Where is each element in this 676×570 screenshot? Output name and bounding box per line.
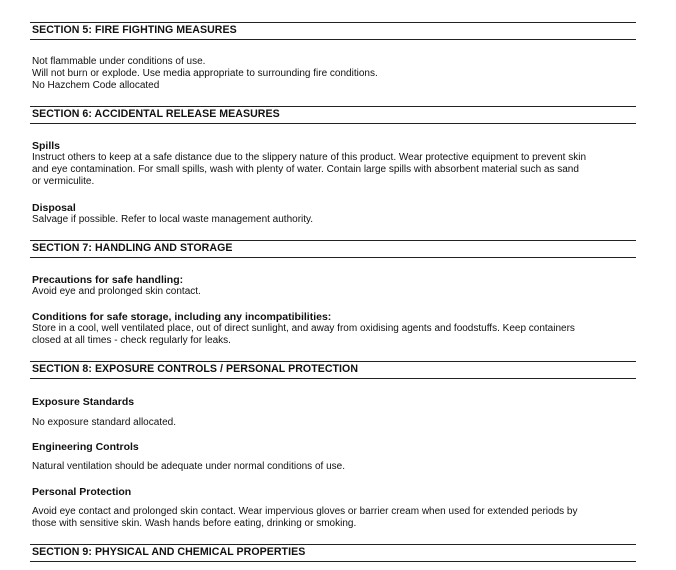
disposal-line: Salvage if possible. Refer to local waste management authority. bbox=[32, 214, 314, 225]
personal-protection-line: those with sensitive skin. Wash hands before eating, drinking or smoking. bbox=[32, 518, 357, 529]
storage-heading: Conditions for safe storage, including any incompatibilities: bbox=[32, 311, 332, 323]
section-5-line: Will not burn or explode. Use media appropriate to surrounding fire conditions. bbox=[32, 68, 378, 79]
personal-protection-heading: Personal Protection bbox=[32, 486, 132, 498]
section-5-header bbox=[30, 22, 636, 40]
disposal-heading: Disposal bbox=[32, 202, 76, 214]
exposure-standards-heading: Exposure Standards bbox=[32, 396, 135, 408]
section-8-title: SECTION 8: EXPOSURE CONTROLS / PERSONAL PROTECTION bbox=[32, 363, 359, 375]
section-6-title: SECTION 6: ACCIDENTAL RELEASE MEASURES bbox=[32, 108, 280, 120]
spills-line: or vermiculite. bbox=[32, 176, 95, 187]
personal-protection-line: Avoid eye contact and prolonged skin contact. Wear impervious gloves or barrier cream when used for extended periods by bbox=[32, 506, 578, 517]
section-8-header bbox=[30, 361, 636, 379]
section-5-line: No Hazchem Code allocated bbox=[32, 80, 160, 91]
exposure-standards-line: No exposure standard allocated. bbox=[32, 417, 176, 428]
spills-line: and eye contamination. For small spills, wash with plenty of water. Contain large spills with absorbent material such as sand bbox=[32, 164, 579, 175]
section-9-header bbox=[30, 544, 636, 562]
spills-line: Instruct others to keep at a safe distance due to the slippery nature of this product. Wear protective equipment to prevent skin bbox=[32, 152, 587, 163]
section-5-line: Not flammable under conditions of use. bbox=[32, 56, 206, 67]
section-7-title: SECTION 7: HANDLING AND STORAGE bbox=[32, 242, 233, 254]
section-7-header bbox=[30, 240, 636, 258]
section-9-title: SECTION 9: PHYSICAL AND CHEMICAL PROPERTIES bbox=[32, 546, 306, 558]
precautions-heading: Precautions for safe handling: bbox=[32, 274, 184, 286]
engineering-controls-heading: Engineering Controls bbox=[32, 441, 139, 453]
section-5-title: SECTION 5: FIRE FIGHTING MEASURES bbox=[32, 24, 237, 36]
engineering-controls-line: Natural ventilation should be adequate under normal conditions of use. bbox=[32, 461, 345, 472]
storage-line: Store in a cool, well ventilated place, out of direct sunlight, and away from oxidising agents and foodstuffs. Keep containers bbox=[32, 323, 575, 334]
spills-heading: Spills bbox=[32, 140, 61, 152]
precautions-line: Avoid eye and prolonged skin contact. bbox=[32, 286, 201, 297]
section-6-header bbox=[30, 106, 636, 124]
storage-line: closed at all times - check regularly for leaks. bbox=[32, 335, 231, 346]
